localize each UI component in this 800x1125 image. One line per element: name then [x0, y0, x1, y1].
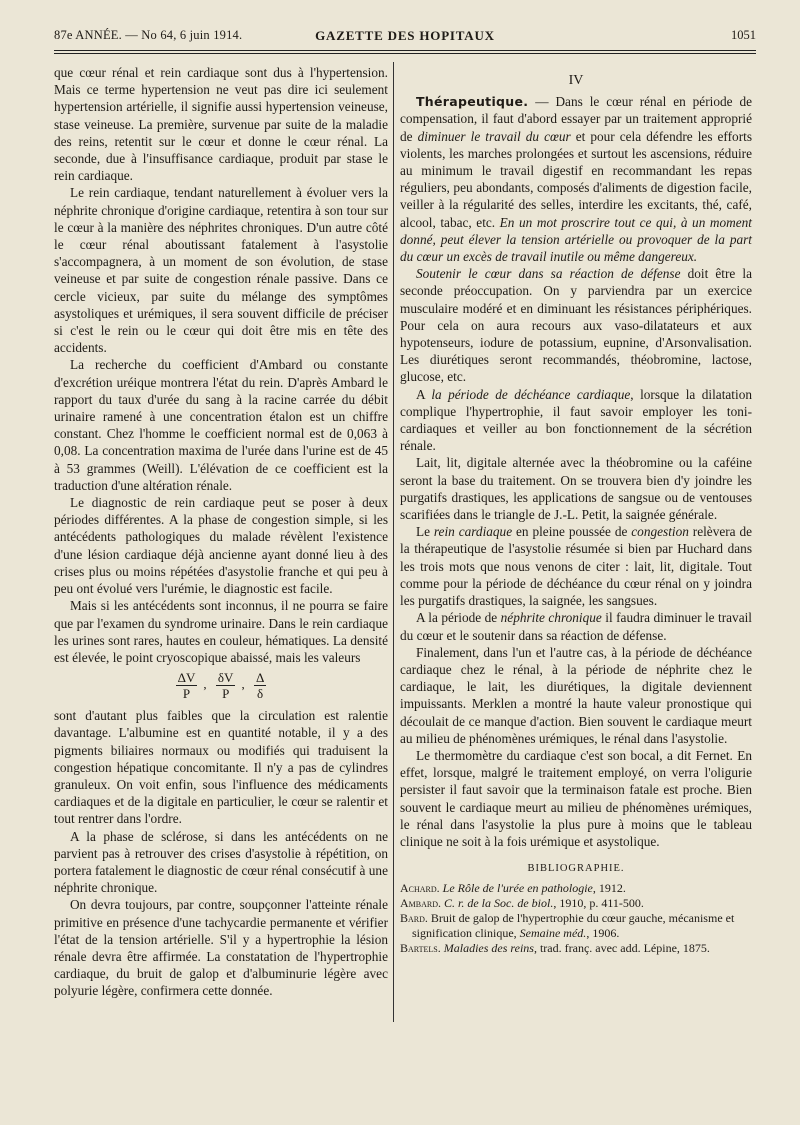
bibliography-entry [400, 941, 752, 956]
right-paragraphs [400, 265, 752, 850]
italic-text: C. r. de la Soc. de biol. [444, 896, 554, 911]
section-number: IV [568, 73, 584, 88]
paragraph: Mais si les antécédents sont inconnus, il ne pourra se faire que par l'examen du syndrome urinaire. Dans le rein cardiaque les urines sont rares, hautes en couleur, hématiques. La densité est élevée, le point cryoscopique abaissé, mais les valeurs [54, 598, 388, 665]
bibliography-entry [400, 911, 752, 941]
journal-title: GAZETTE DES HOPITAUX [315, 28, 495, 43]
bibliography-author: Ambard. [400, 896, 442, 911]
text-run: A la période de [415, 610, 501, 626]
bibliography-list [400, 881, 752, 956]
italic-text: congestion [631, 524, 689, 540]
fraction: $\frac{\Delta}{\delta}$ [255, 670, 265, 702]
italic-text: Semaine méd. [519, 926, 587, 941]
issue-info: 87e ANNÉE. — No 64, 6 juin 1914. [54, 28, 243, 42]
column-divider [393, 62, 394, 1022]
bibliography-title: BIBLIOGRAPHIE. [527, 863, 625, 875]
right-column [400, 64, 752, 956]
paragraph [400, 386, 752, 455]
paragraph [400, 644, 752, 747]
section-heading: Thérapeutique. [415, 94, 529, 110]
text-run: , lorsque la dilatation complique l'hypertrophie, il faut savoir employer les toni-cardiaques et veiller au bon fonctionnement de la sécrétion rénale. [400, 386, 752, 454]
paragraph [400, 454, 752, 523]
left-column [54, 64, 388, 1000]
text-run: doit être la seconde préoccupation. On y parviendra par un exercice musculaire modéré et en diminuant les résistances périphériques. Pour cela on aura recours aux vaso-dilatateurs et aux hypotenseurs, iodure de potassium, eupnine, d'Arsonvalisation. Les diurétiques seront recommandés, théobromine, lactose, glucose, etc. [400, 266, 752, 385]
text-run: il faudra diminuer le travail du cœur et le soutenir dans sa réaction de défense. [400, 610, 752, 643]
fraction: $\frac{\delta V}{P}$ [217, 670, 234, 702]
italic-text: Le Rôle de l'urée en pathologie [442, 881, 593, 896]
text-run: Lait, lit, digitale alternée avec la théobromine ou la caféine seront la base du traitement. On se trouvera bien d'y joindre les purgatifs drastiques, les applications de sangsue ou de ventouses scarifiées dans le triangle de J.-L. Petit, la saignée générale. [400, 455, 752, 523]
paragraph [400, 93, 752, 265]
paragraph: que cœur rénal et rein cardiaque sont dus à l'hypertension. Mais ce terme hypertension ne veut pas dire ici seulement hypertension artérielle, il signifie aussi hypertension veineuse, stase veineuse. La première, survenue par suite de la maladie des reins, retentit sur le cœur et donne le cœur rénal. La seconde, due à l'insuffisance cardiaque, produit par stase le rein cardiaque. [54, 65, 388, 184]
page-header [54, 28, 756, 48]
fraction: $\frac{\Delta V}{P}$ [177, 670, 196, 702]
text-run: en pleine poussée de [512, 524, 632, 540]
bibliography-author: Bartels. [400, 941, 441, 956]
bibliography-entry [400, 881, 752, 896]
italic-text: la période de déchéance cardiaque [431, 386, 631, 402]
paragraph: La recherche du coefficient d'Ambard ou constante d'excrétion uréique montrera l'état du rein. D'après Ambard le rapport du taux d'urée du sang à la racine carrée du débit urinaire ramené à une concentration étalon est un chiffre constant. Chez l'homme le coefficient normal est de 0,063 à 0,08. La concentration maxima de l'urée dans l'urine est de 45 à 53 grammes (Weill). L'élévation de ce coefficient est la traduction d'une altération rénale. [54, 357, 388, 493]
paragraph: On devra toujours, par contre, soupçonner l'atteinte rénale primitive en présence d'une tachycardie permanente et vérifier l'état de la tension artérielle. S'il y a hypertrophie la lésion rénale devra être affirmée. La constatation de l'hypertrophie cardiaque, du bruit de galop et d'albuminurie légère avec polyurie légère, confirmera cette donnée. [54, 897, 388, 999]
text-run: Le thermomètre du cardiaque c'est son bocal, a dit Fernet. En effet, lorsque, malgré le traitement employé, on verra l'oligurie persister il faut savoir que la terminaison fatale est proche. Bien souvent le cardiaque meurt au milieu de phénomènes urémiques, le rénal dans l'asystolie la plus pure à moins que le tableau clinique ne soit à la fois urémique et asystolique. [400, 747, 752, 849]
text-run: , 1912. [592, 881, 626, 896]
paragraph: Le diagnostic de rein cardiaque peut se poser à deux périodes différentes. A la phase de congestion simple, si les antécédents pathologiques du malade révèlent l'existence d'une lésion cardiaque déjà ancienne ayant donné lieu à des crises plus ou moins répétées d'asystolie franche et qui peu à peu ont évolué vers l'urémie, le diagnostic est facile. [54, 495, 388, 597]
paragraph: A la phase de sclérose, si dans les antécédents on ne parvient pas à retrouver des crises d'asystolie à répétition, on portera fatalement le diagnostic de cœur rénal consécutif à une néphrite chronique. [54, 828, 388, 896]
text-run: A [415, 386, 432, 402]
paragraph [400, 265, 752, 385]
paragraph [400, 609, 752, 643]
paragraph: sont d'autant plus faibles que la circulation est ralentie davantage. L'albumine est en quantité notable, il y a des pigments biliaires normaux ou modifiés qui traduisent la congestion hépatique concomitante. Il n'y a pas de cylindres granuleux. On voit enfin, sous l'influence des médicaments cardiaques et de la digitale en particulier, le cœur se ralentir et tout rentrer dans l'ordre. [54, 708, 388, 827]
page-number: 1051 [731, 28, 756, 42]
italic-text: diminuer le travail du cœur [417, 128, 571, 144]
text-run: relèvera de la thérapeutique de l'asystolie résumée si bien par Huchard dans les trois mots que nous venons de citer : lait, lit, digitale. Tout comme pour la période de déchéance du cœur rénal on y joindra les purgatifs drastiques, la saignée, les sangsues. [400, 524, 753, 609]
text-run: et pour cela défendre les efforts violents, les marches prolongées et surtout les ascensions, réduire au minimum le travail digestif en recommandant les repas réguliers, peu abondants, composés d'aliments de digestion facile, veiller à la régularité des selles, interdire les excitants, thé, café, alcool, tabac, etc. [400, 128, 752, 230]
paragraph: Le rein cardiaque, tendant naturellement à évoluer vers la néphrite chronique d'origine cardiaque, retentira à son tour sur le cœur à la manière des néphrites chroniques. D'un autre côté le cœur rénal aboutissant fatalement à l'asystolie s'accompagnera, à un moment de son évolution, de stase veineuse et par suite de congestion rénale passive. Dans ce cercle vicieux, par suite du mélange des symptômes asystoliques et urémiques, il sera souvent difficile de préciser si c'est le rein ou le cœur qui doit être mis en tête des accidents. [54, 185, 388, 356]
header-rule-top [54, 50, 756, 51]
paragraph [400, 747, 752, 850]
text-run: Bruit de galop de l'hypertrophie du cœur gauche, mécanisme et signification clinique, [412, 911, 735, 941]
text-run: , 1906. [586, 926, 620, 941]
text-run: — Dans le cœur rénal en période de compensation, il faut d'abord essayer par un traitement approprié de [400, 94, 752, 144]
text-run: Le [415, 524, 434, 540]
text-run: , 1910, p. 411-500. [553, 896, 644, 911]
bibliography-entry [400, 896, 752, 911]
italic-text: néphrite chronique [500, 610, 602, 626]
bibliography-author: Achard. [400, 881, 440, 896]
text-run: Finalement, dans l'un et l'autre cas, à la période de déchéance cardiaque chez le rénal, à la période de néphrite chez le cardiaque, le lait, les diurétiques, la digitale deviennent impuissants. Merklen a montré la haute valeur pronostique qui découlait de ce manque d'action. Bien souvent le cardiaque meurt au milieu de phénomènes urémiques, le rénal dans l'asystolie. [400, 644, 752, 746]
formula: $\frac{\Delta V}{P}$ , $\frac{\delta V}{P}$ , $\frac{\Delta}{\delta}$ [177, 670, 265, 702]
header-rule-bottom [54, 53, 756, 54]
italic-text: En un mot proscrire tout ce qui, à un moment donné, peut élever la tension artérielle ou provoquer de la part du cœur un excès de travail inutile ou même dangereux. [400, 214, 752, 265]
paragraph [400, 523, 752, 609]
italic-text: Soutenir le cœur dans sa réaction de défense [415, 266, 681, 282]
italic-text: Maladies des reins [443, 941, 534, 956]
bibliography-author: Bard. [400, 911, 428, 926]
text-run: , trad. franç. avec add. Lépine, 1875. [533, 941, 710, 956]
italic-text: rein cardiaque [433, 524, 513, 540]
